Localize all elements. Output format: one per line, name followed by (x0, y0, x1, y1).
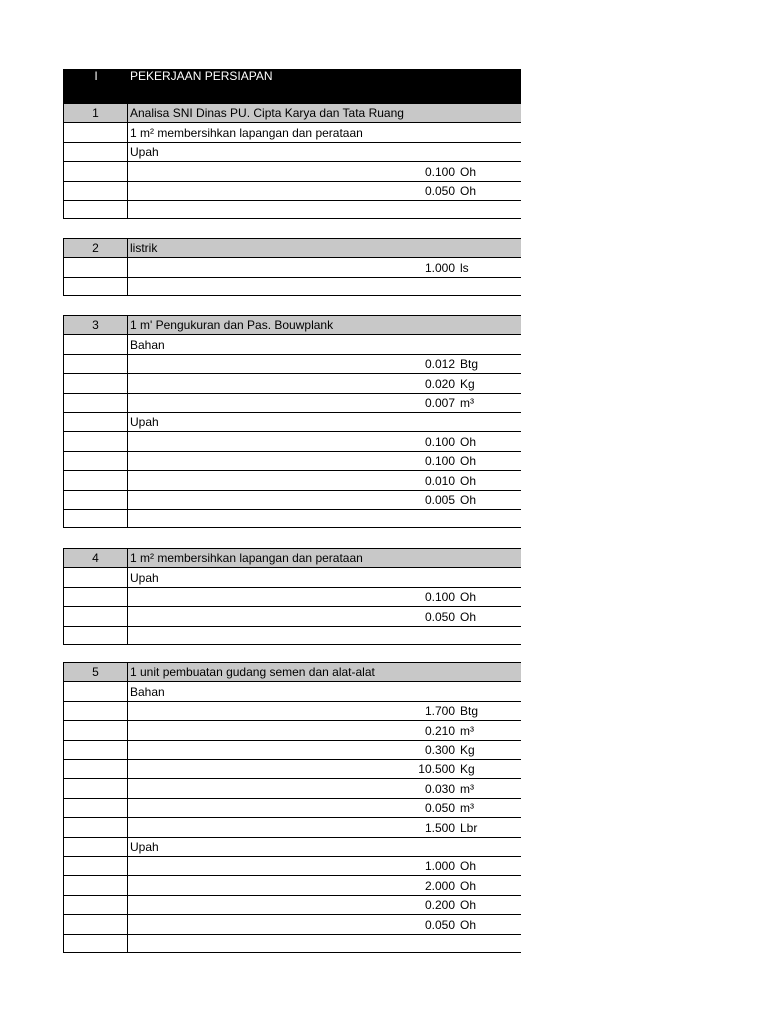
row-description-cell[interactable] (130, 394, 421, 412)
row-unit-text: Oh (460, 878, 477, 893)
row-quantity-text: 0.050 (424, 183, 455, 198)
row-unit-cell[interactable] (460, 627, 520, 644)
row-description-cell[interactable] (130, 935, 421, 952)
row-quantity-cell[interactable] (384, 355, 455, 373)
row-description-cell[interactable] (130, 143, 421, 161)
row-description-cell[interactable] (130, 258, 421, 276)
item-heading-text: Analisa SNI Dinas PU. Cipta Karya dan Tata Ruang (130, 106, 404, 121)
item-number-cell[interactable] (64, 239, 128, 257)
table-row (63, 161, 521, 180)
row-unit-cell[interactable] (460, 607, 520, 625)
row-quantity-cell[interactable] (384, 721, 455, 739)
table-row (63, 122, 521, 141)
row-description-cell[interactable] (130, 355, 421, 373)
row-number-cell[interactable] (64, 510, 128, 527)
row-description-cell[interactable] (130, 607, 421, 625)
row-unit-cell[interactable] (460, 201, 520, 218)
row-quantity-cell[interactable] (384, 471, 455, 489)
row-unit-cell[interactable] (460, 432, 520, 450)
section-title-row (63, 69, 521, 103)
section-header-row (63, 315, 521, 334)
row-quantity-cell[interactable] (384, 857, 455, 875)
row-unit-text: Lbr (460, 820, 478, 835)
row-unit-text: Oh (460, 917, 477, 932)
row-unit-text: Oh (460, 898, 477, 913)
row-number-cell[interactable] (64, 374, 128, 392)
row-description-text: Bahan (130, 337, 165, 352)
row-unit-cell[interactable] (460, 355, 520, 373)
item-heading-cell[interactable] (130, 104, 421, 122)
title-text-text: PEKERJAAN PERSIAPAN (130, 69, 273, 83)
item-number-cell[interactable] (64, 316, 128, 334)
row-unit-cell[interactable] (460, 335, 520, 353)
row-number-cell[interactable] (64, 201, 128, 218)
row-quantity-text: 0.100 (424, 434, 455, 449)
item-number-text: 3 (92, 318, 99, 333)
title-number-cell[interactable] (64, 69, 128, 103)
table-row (63, 934, 521, 953)
row-quantity-cell[interactable] (384, 876, 455, 894)
row-unit-text: Oh (460, 859, 477, 874)
row-unit-text: Oh (460, 492, 477, 507)
row-description-cell[interactable] (130, 627, 421, 644)
row-unit-cell[interactable] (460, 471, 520, 489)
row-quantity-cell[interactable] (384, 799, 455, 817)
row-number-cell[interactable] (64, 627, 128, 644)
row-unit-text: ls (460, 260, 469, 275)
row-unit-cell[interactable] (460, 741, 520, 759)
row-number-cell[interactable] (64, 413, 128, 431)
row-unit-text: Btg (460, 704, 479, 719)
item-heading-cell[interactable] (130, 663, 421, 681)
table-row (63, 277, 521, 296)
row-description-cell[interactable] (130, 799, 421, 817)
row-description-cell[interactable] (130, 374, 421, 392)
row-number-cell[interactable] (64, 335, 128, 353)
row-description-cell[interactable] (130, 568, 421, 586)
row-description-text: Upah (130, 839, 159, 854)
row-number-cell[interactable] (64, 896, 128, 914)
item-number-text: 2 (92, 241, 99, 256)
row-quantity-cell[interactable] (384, 588, 455, 606)
table-row (63, 334, 521, 353)
row-quantity-text: 10.500 (418, 762, 455, 777)
row-unit-cell[interactable] (460, 123, 520, 141)
row-description-cell[interactable] (130, 682, 421, 700)
table-row (63, 606, 521, 625)
row-quantity-text: 0.020 (424, 376, 455, 391)
table-row (63, 720, 521, 739)
table-row (63, 759, 521, 778)
row-description-cell[interactable] (130, 162, 421, 180)
row-description-cell[interactable] (130, 588, 421, 606)
row-unit-text: Oh (460, 164, 477, 179)
row-quantity-text: 1.000 (424, 859, 455, 874)
row-quantity-text: 0.050 (424, 801, 455, 816)
row-description-cell[interactable] (130, 432, 421, 450)
row-description-text: Upah (130, 415, 159, 430)
table-row (63, 701, 521, 720)
item-number-cell[interactable] (64, 663, 128, 681)
table-row (63, 431, 521, 450)
row-quantity-cell[interactable] (384, 510, 455, 527)
title-text-cell[interactable] (130, 69, 421, 103)
row-quantity-text: 0.005 (424, 492, 455, 507)
row-number-cell[interactable] (64, 702, 128, 720)
row-unit-cell[interactable] (460, 915, 520, 933)
row-number-cell[interactable] (64, 491, 128, 509)
row-quantity-cell[interactable] (384, 838, 455, 856)
row-unit-text: Oh (460, 183, 477, 198)
row-unit-cell[interactable] (460, 896, 520, 914)
row-quantity-cell[interactable] (384, 432, 455, 450)
row-quantity-cell[interactable] (384, 394, 455, 412)
row-unit-cell[interactable] (460, 799, 520, 817)
row-unit-text: Kg (460, 742, 475, 757)
row-description-cell[interactable] (130, 182, 421, 200)
table-row (63, 490, 521, 509)
row-unit-cell[interactable] (460, 162, 520, 180)
table-row (63, 373, 521, 392)
row-unit-cell[interactable] (460, 588, 520, 606)
row-quantity-cell[interactable] (384, 278, 455, 295)
table-row (63, 856, 521, 875)
row-unit-cell[interactable] (460, 374, 520, 392)
table-row (63, 817, 521, 836)
row-number-cell[interactable] (64, 568, 128, 586)
row-quantity-cell[interactable] (384, 374, 455, 392)
row-description-cell[interactable] (130, 838, 421, 856)
row-unit-text: Oh (460, 473, 477, 488)
row-quantity-text: 0.100 (424, 454, 455, 469)
table-row (63, 257, 521, 276)
row-description-cell[interactable] (130, 452, 421, 470)
row-quantity-cell[interactable] (384, 123, 455, 141)
table-row (63, 181, 521, 200)
row-unit-text: Oh (460, 609, 477, 624)
table-row (63, 451, 521, 470)
table-row (63, 681, 521, 700)
row-quantity-text: 0.100 (424, 590, 455, 605)
item-heading-cell[interactable] (130, 316, 421, 334)
row-quantity-cell[interactable] (384, 779, 455, 797)
row-description-text: Upah (130, 145, 159, 160)
row-quantity-cell[interactable] (384, 935, 455, 952)
row-unit-cell[interactable] (460, 452, 520, 470)
row-quantity-text: 0.012 (424, 357, 455, 372)
item-heading-cell[interactable] (130, 239, 421, 257)
row-quantity-cell[interactable] (384, 760, 455, 778)
table-row (63, 626, 521, 645)
row-quantity-cell[interactable] (384, 568, 455, 586)
row-quantity-text: 0.010 (424, 473, 455, 488)
row-number-cell[interactable] (64, 452, 128, 470)
table-row (63, 740, 521, 759)
row-number-cell[interactable] (64, 876, 128, 894)
table-row (63, 875, 521, 894)
row-quantity-cell[interactable] (384, 741, 455, 759)
row-unit-cell[interactable] (460, 258, 520, 276)
row-description-cell[interactable] (130, 335, 421, 353)
row-quantity-cell[interactable] (384, 607, 455, 625)
row-unit-cell[interactable] (460, 857, 520, 875)
row-unit-cell[interactable] (460, 143, 520, 161)
row-number-cell[interactable] (64, 818, 128, 836)
row-quantity-text: 1.700 (424, 704, 455, 719)
row-quantity-text: 0.210 (424, 723, 455, 738)
row-quantity-cell[interactable] (384, 182, 455, 200)
row-description-text: Bahan (130, 684, 165, 699)
row-quantity-cell[interactable] (384, 201, 455, 218)
row-number-cell[interactable] (64, 935, 128, 952)
row-unit-cell[interactable] (460, 491, 520, 509)
row-description-cell[interactable] (130, 915, 421, 933)
row-unit-text: Oh (460, 454, 477, 469)
row-quantity-cell[interactable] (384, 491, 455, 509)
row-unit-text: m³ (460, 395, 474, 410)
row-number-cell[interactable] (64, 682, 128, 700)
row-number-cell[interactable] (64, 258, 128, 276)
row-quantity-cell[interactable] (384, 627, 455, 644)
row-unit-text: Kg (460, 376, 475, 391)
item-heading-text: 1 unit pembuatan gudang semen dan alat-alat (130, 665, 375, 680)
table-row (63, 470, 521, 489)
row-description-cell[interactable] (130, 413, 421, 431)
title-number-text: I (94, 69, 98, 83)
row-number-cell[interactable] (64, 432, 128, 450)
row-unit-text: Btg (460, 357, 479, 372)
row-unit-text: Oh (460, 434, 477, 449)
row-number-cell[interactable] (64, 838, 128, 856)
row-number-cell[interactable] (64, 471, 128, 489)
row-unit-text: Oh (460, 590, 477, 605)
row-description-cell[interactable] (130, 741, 421, 759)
row-quantity-cell[interactable] (384, 682, 455, 700)
row-unit-cell[interactable] (460, 760, 520, 778)
row-description-cell[interactable] (130, 779, 421, 797)
row-description-cell[interactable] (130, 702, 421, 720)
row-description-cell[interactable] (130, 721, 421, 739)
row-unit-cell[interactable] (460, 413, 520, 431)
row-unit-cell[interactable] (460, 838, 520, 856)
table-row (63, 837, 521, 856)
item-number-cell[interactable] (64, 104, 128, 122)
row-unit-cell[interactable] (460, 182, 520, 200)
table-row (63, 354, 521, 373)
row-quantity-cell[interactable] (384, 335, 455, 353)
row-quantity-text: 2.000 (424, 878, 455, 893)
row-unit-text: m³ (460, 781, 474, 796)
row-number-cell[interactable] (64, 721, 128, 739)
row-unit-text: m³ (460, 723, 474, 738)
item-heading-text: 1 m' Pengukuran dan Pas. Bouwplank (130, 318, 334, 333)
row-quantity-text: 0.030 (424, 781, 455, 796)
row-unit-cell[interactable] (460, 779, 520, 797)
table-row (63, 142, 521, 161)
table-row (63, 798, 521, 817)
row-description-cell[interactable] (130, 896, 421, 914)
row-quantity-cell[interactable] (384, 143, 455, 161)
row-quantity-cell[interactable] (384, 162, 455, 180)
row-quantity-cell[interactable] (384, 896, 455, 914)
table-row (63, 778, 521, 797)
table-row (63, 914, 521, 933)
row-quantity-text: 0.050 (424, 917, 455, 932)
row-quantity-text: 0.300 (424, 742, 455, 757)
row-description-cell[interactable] (130, 201, 421, 218)
row-description-cell[interactable] (130, 857, 421, 875)
row-quantity-text: 1.500 (424, 820, 455, 835)
row-number-cell[interactable] (64, 915, 128, 933)
item-number-cell[interactable] (64, 549, 128, 567)
row-quantity-cell[interactable] (384, 258, 455, 276)
row-number-cell[interactable] (64, 857, 128, 875)
item-number-text: 4 (92, 551, 99, 566)
row-unit-cell[interactable] (460, 818, 520, 836)
table-row (63, 393, 521, 412)
row-quantity-text: 0.100 (424, 164, 455, 179)
table-row (63, 200, 521, 219)
row-quantity-cell[interactable] (384, 702, 455, 720)
row-description-cell[interactable] (130, 491, 421, 509)
row-number-cell[interactable] (64, 355, 128, 373)
row-unit-cell[interactable] (460, 702, 520, 720)
row-number-cell[interactable] (64, 741, 128, 759)
row-number-cell[interactable] (64, 588, 128, 606)
row-unit-cell[interactable] (460, 876, 520, 894)
row-number-cell[interactable] (64, 123, 128, 141)
section-header-row (63, 238, 521, 257)
row-quantity-text: 0.007 (424, 395, 455, 410)
section-header-row (63, 103, 521, 122)
row-description-cell[interactable] (130, 123, 421, 141)
row-description-cell[interactable] (130, 278, 421, 295)
row-quantity-cell[interactable] (384, 413, 455, 431)
row-number-cell[interactable] (64, 278, 128, 295)
row-unit-cell[interactable] (460, 278, 520, 295)
row-quantity-cell[interactable] (384, 452, 455, 470)
item-heading-text: listrik (130, 241, 158, 256)
item-heading-text: 1 m² membersihkan lapangan dan perataan (130, 551, 363, 566)
row-quantity-text: 1.000 (424, 260, 455, 275)
table-row (63, 567, 521, 586)
item-number-text: 1 (92, 106, 99, 121)
item-number-text: 5 (92, 665, 99, 680)
row-quantity-text: 0.050 (424, 609, 455, 624)
row-unit-cell[interactable] (460, 394, 520, 412)
row-unit-cell[interactable] (460, 568, 520, 586)
row-unit-cell[interactable] (460, 510, 520, 527)
table-row (63, 509, 521, 528)
table-row (63, 587, 521, 606)
row-number-cell[interactable] (64, 394, 128, 412)
item-heading-cell[interactable] (130, 549, 421, 567)
row-number-cell[interactable] (64, 162, 128, 180)
row-number-cell[interactable] (64, 799, 128, 817)
section-header-row (63, 662, 521, 681)
row-description-cell[interactable] (130, 510, 421, 527)
row-number-cell[interactable] (64, 779, 128, 797)
row-unit-cell[interactable] (460, 682, 520, 700)
row-number-cell[interactable] (64, 143, 128, 161)
row-number-cell[interactable] (64, 182, 128, 200)
row-unit-text: m³ (460, 801, 474, 816)
row-description-cell[interactable] (130, 818, 421, 836)
row-description-text: Upah (130, 570, 159, 585)
row-unit-text: Kg (460, 762, 475, 777)
row-description-cell[interactable] (130, 760, 421, 778)
row-unit-cell[interactable] (460, 935, 520, 952)
row-description-cell[interactable] (130, 471, 421, 489)
row-quantity-cell[interactable] (384, 915, 455, 933)
table-row (63, 895, 521, 914)
row-unit-cell[interactable] (460, 721, 520, 739)
row-description-cell[interactable] (130, 876, 421, 894)
row-quantity-cell[interactable] (384, 818, 455, 836)
row-number-cell[interactable] (64, 607, 128, 625)
row-quantity-text: 0.200 (424, 898, 455, 913)
section-header-row (63, 548, 521, 567)
row-description-text: 1 m² membersihkan lapangan dan perataan (130, 125, 363, 140)
table-row (63, 412, 521, 431)
row-number-cell[interactable] (64, 760, 128, 778)
